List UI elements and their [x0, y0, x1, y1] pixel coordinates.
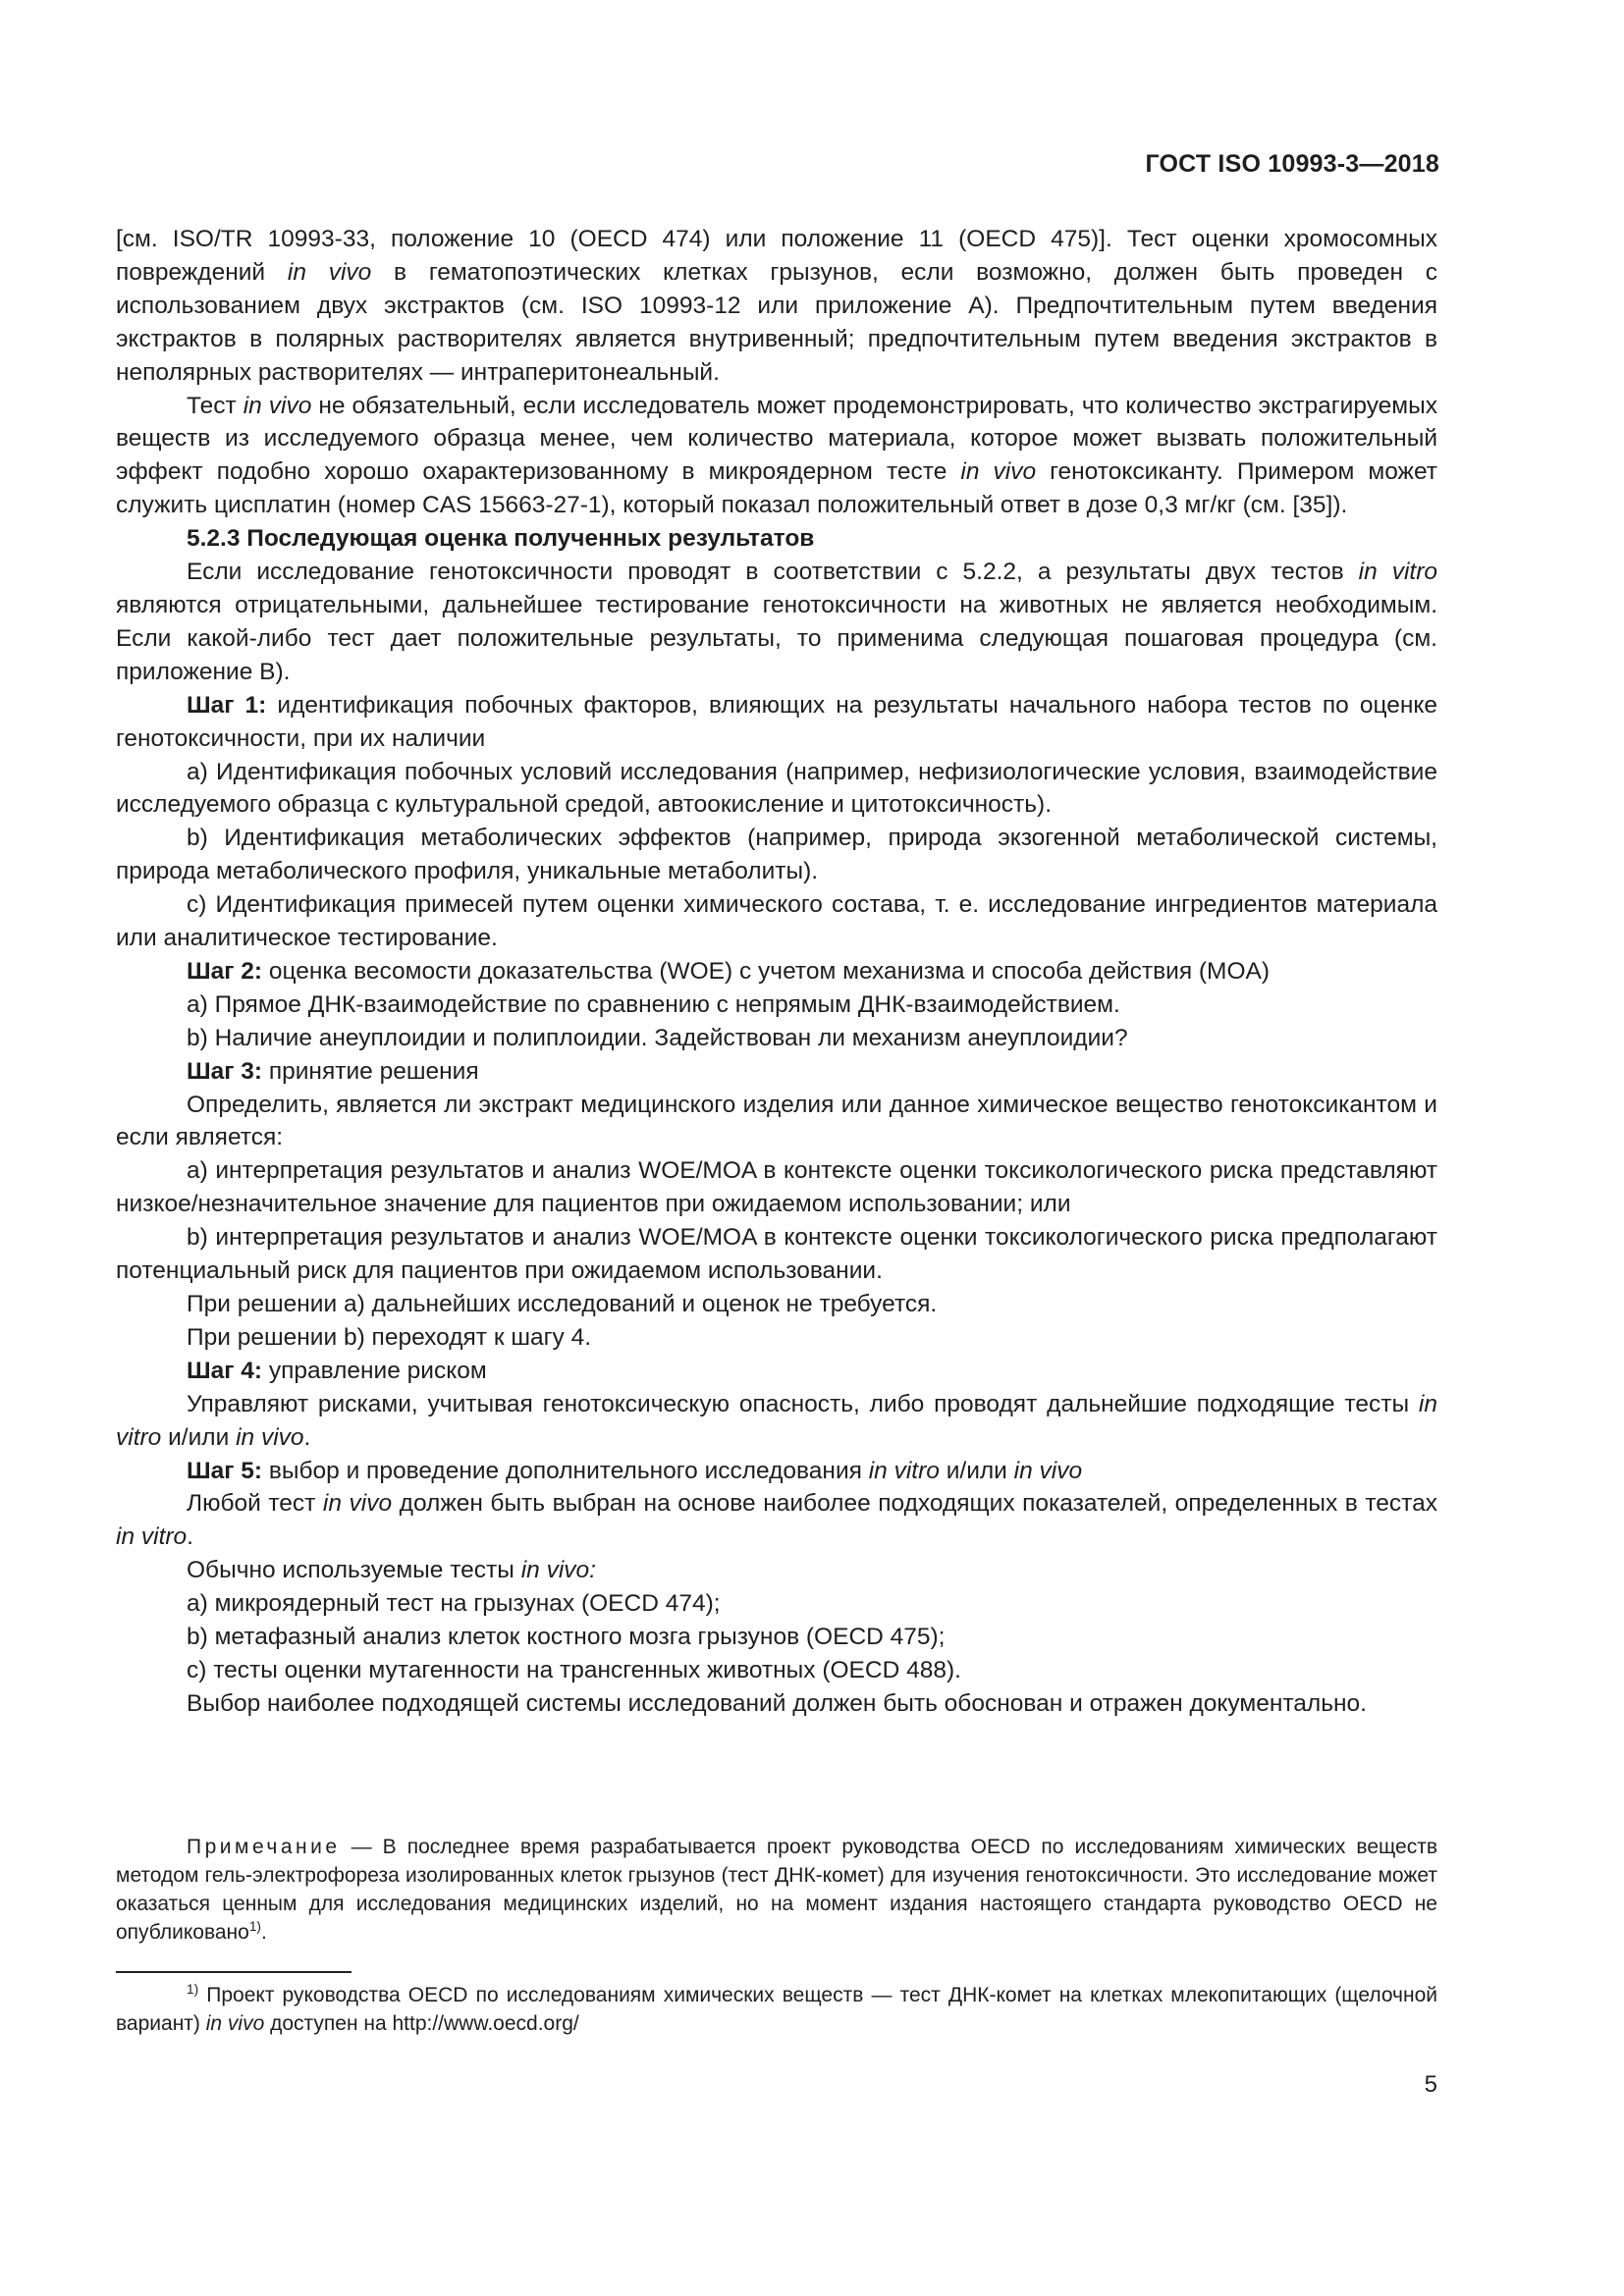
note-label: Примечание [187, 1836, 341, 1858]
footnote: $^{1)}$ Проект руководства OECD по исследованиям химических веществ — тест ДНК-комет на клетках млекопитающих (щелочной вариант) in vivo доступен на http://www.oecd.org/ [116, 1982, 1437, 2035]
paragraph: [см. ISO/TR 10993-33, положение 10 (OECD 474) или положение 11 (OECD 475)]. Тест оценки хромосомных повреждений in vivo в гематопоэтических клетках грызунов, если возможно, должен быть проведен с использованием двух экстрактов (см. ISO 10993-12 или приложение А). Предпочтительным путем введения экстрактов в полярных растворителях является внутривенный; предпочтительным путем введения экстрактов в неполярных растворителях — интраперитонеальный. [116, 226, 1437, 386]
note: Примечание — В последнее время разрабатывается проект руководства OECD по исследованиям химических веществ методом гель-электрофореза изолированных клеток грызунов (тест ДНК-комет) для изучения генотоксичности. Это исследование может оказаться ценным для исследования медицинских изделий, но на момент издания настоящего стандарта руководство OECD не опубликовано$^{1)}$. [116, 1836, 1437, 1944]
paragraph: Обычно используемые тесты in vivo: [187, 1557, 596, 1584]
document-body [116, 223, 1437, 1721]
paragraph: Любой тест in vivo должен быть выбран на основе наиболее подходящих показателей, определенных в тестах in vitro. [116, 1490, 1437, 1551]
paragraph: Если исследование генотоксичности проводят в соответствии с 5.2.2, а результаты двух тестов in vitro являются отрицательными, дальнейшее тестирование генотоксичности на животных не является необходимым. Если какой-либо тест дает положительные результаты, то применима следующая пошаговая процедура (см. приложение В). [116, 559, 1437, 685]
footnote-marker: 1) [187, 1982, 199, 1997]
paragraph: Определить, является ли экстракт медицинского изделия или данное химическое вещество генотоксикантом и если является: [116, 1091, 1437, 1151]
step-3: Шаг 3: принятие решения [187, 1057, 479, 1085]
paragraph: Управляют рисками, учитывая генотоксическую опасность, либо проводят дальнейшие подходящие тесты in vitro и/или in vivo. [116, 1390, 1437, 1451]
list-item: с) Идентификация примесей путем оценки химического состава, т. е. исследование ингредиентов материала или аналитическое тестирование. [116, 891, 1437, 952]
step-5: Шаг 5: выбор и проведение дополнительного исследования in vitro и/или in vivo [187, 1457, 1083, 1484]
list-item: а) Идентификация побочных условий исследования (например, нефизиологические условия, взаимодействие исследуемого образца с культуральной средой, автоокисление и цитотоксичность). [116, 758, 1437, 819]
list-item: с) тесты оценки мутагенности на трансгенных животных (OECD 488). [187, 1656, 961, 1683]
footnote-divider [116, 1971, 352, 1973]
paragraph: При решении а) дальнейших исследований и оценок не требуется. [187, 1291, 938, 1317]
step-2: Шаг 2: оценка весомости доказательства (WOE) с учетом механизма и способа действия (MOA) [187, 957, 1271, 985]
list-item: а) микроядерный тест на грызунах (OECD 474); [187, 1590, 721, 1618]
paragraph: Выбор наиболее подходящей системы исследований должен быть обоснован и отражен документально. [187, 1689, 1367, 1717]
footnote-ref: 1) [248, 1919, 261, 1934]
page-number: 5 [1424, 2071, 1437, 2098]
document-header: ГОСТ ISO 10993-3—2018 [1145, 150, 1439, 178]
list-item: b) метафазный анализ клеток костного мозга грызунов (OECD 475); [187, 1624, 946, 1651]
paragraph: Тест in vivo не обязательный, если исследователь может продемонстрировать, что количество экстрагируемых веществ из исследуемого образца менее, чем количество материала, которое может вызвать положительный эффект подобно хорошо охарактеризованному в микроядерном тесте in vivo генотоксиканту. Примером может служить цисплатин (номер CAS 15663-27-1), который показал положительный ответ в дозе 0,3 мг/кг (см. [35]). [116, 392, 1437, 519]
paragraph: При решении b) переходят к шагу 4. [187, 1323, 592, 1351]
step-4: Шаг 4: управление риском [187, 1357, 487, 1384]
list-item: а) интерпретация результатов и анализ WOE/MOA в контексте оценки токсикологического риска представляют низкое/незначительное значение для пациентов при ожидаемом использовании; или [116, 1157, 1437, 1218]
section-heading: 5.2.3 Последующая оценка полученных результатов [187, 525, 815, 553]
list-item: b) Идентификация метаболических эффектов (например, природа экзогенной метаболической системы, природа метаболического профиля, уникальные метаболиты). [116, 825, 1437, 885]
list-item: b) интерпретация результатов и анализ WOE/MOA в контексте оценки токсикологического риска предполагают потенциальный риск для пациентов при ожидаемом использовании. [116, 1224, 1437, 1285]
list-item: а) Прямое ДНК-взаимодействие по сравнению с непрямым ДНК-взаимодействием. [187, 990, 1120, 1018]
list-item: b) Наличие анеуплоидии и полиплоидии. Задействован ли механизм анеуплоидии? [187, 1024, 1128, 1051]
step-1: Шаг 1: идентификация побочных факторов, влияющих на результаты начального набора тестов по оценке генотоксичности, при их наличии [116, 691, 1437, 752]
